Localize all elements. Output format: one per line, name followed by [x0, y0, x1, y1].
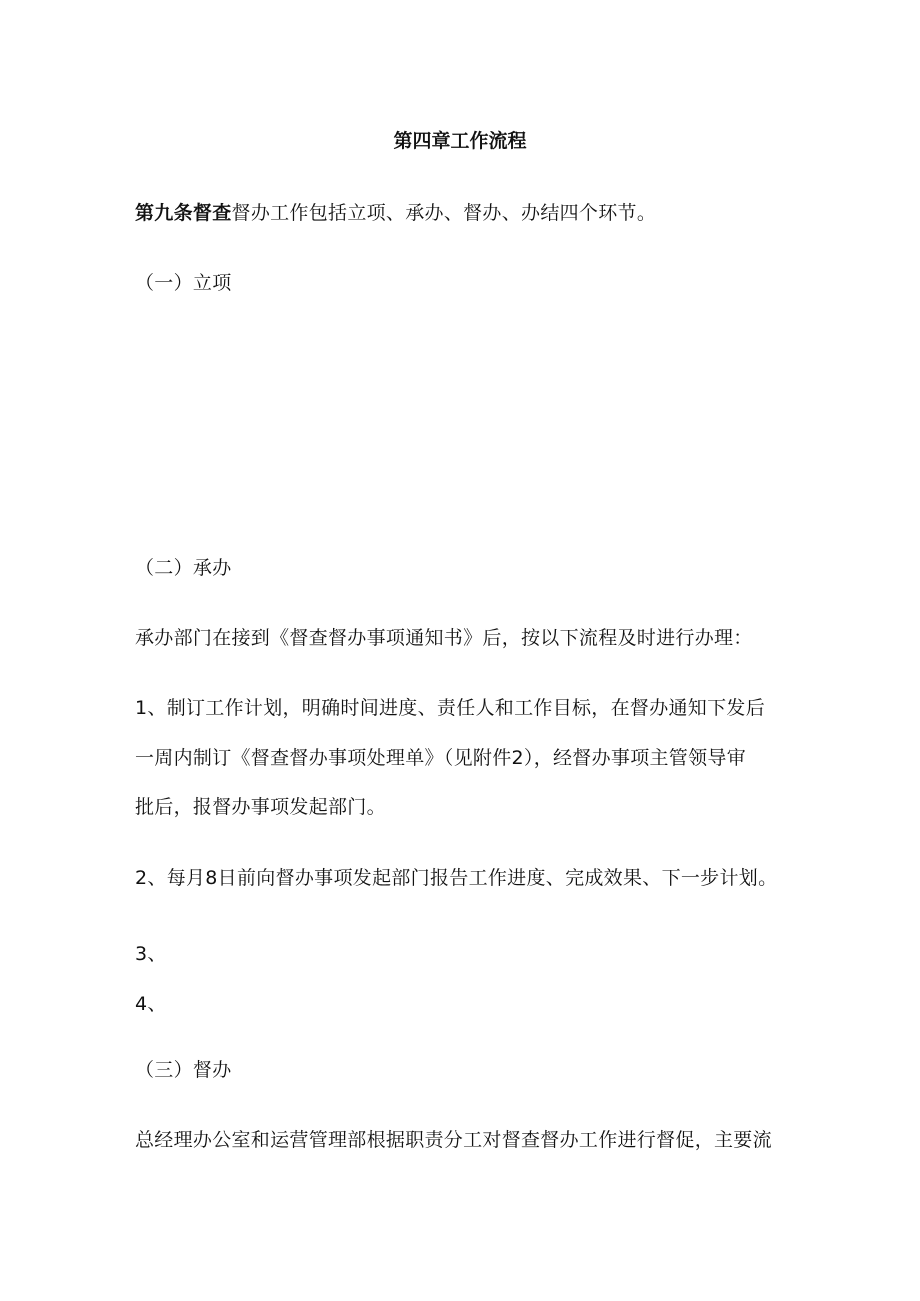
section-2-heading: （二）承办: [135, 557, 232, 579]
article-9-label: 第九条督查: [135, 202, 232, 224]
section-3-heading: （三）督办: [135, 1059, 232, 1081]
section-3-text: 总经理办公室和运营管理部根据职责分工对督查督办工作进行督促，主要流: [135, 1129, 772, 1151]
item-1-line-3: 批后，报督办事项发起部门。: [135, 796, 386, 818]
article-9-paragraph: [135, 201, 656, 225]
item-4: 4、: [135, 993, 167, 1015]
item-1-line-2: 一周内制订《督查督办事项处理单》（见附件2），经督办事项主管领导审: [135, 747, 746, 769]
item-2: 2、每月8日前向督办事项发起部门报告工作进度、完成效果、下一步计划。: [135, 867, 778, 889]
item-3: 3、: [135, 943, 167, 965]
section-2-intro: 承办部门在接到《督查督办事项通知书》后，按以下流程及时进行办理：: [135, 627, 753, 649]
chapter-title: 第四章工作流程: [393, 130, 527, 152]
article-9-text: 督办工作包括立项、承办、督办、办结四个环节。: [231, 202, 657, 224]
section-1-heading: （一）立项: [135, 272, 232, 294]
item-1-line-1: 1、制订工作计划，明确时间进度、责任人和工作目标，在督办通知下发后: [135, 697, 765, 719]
